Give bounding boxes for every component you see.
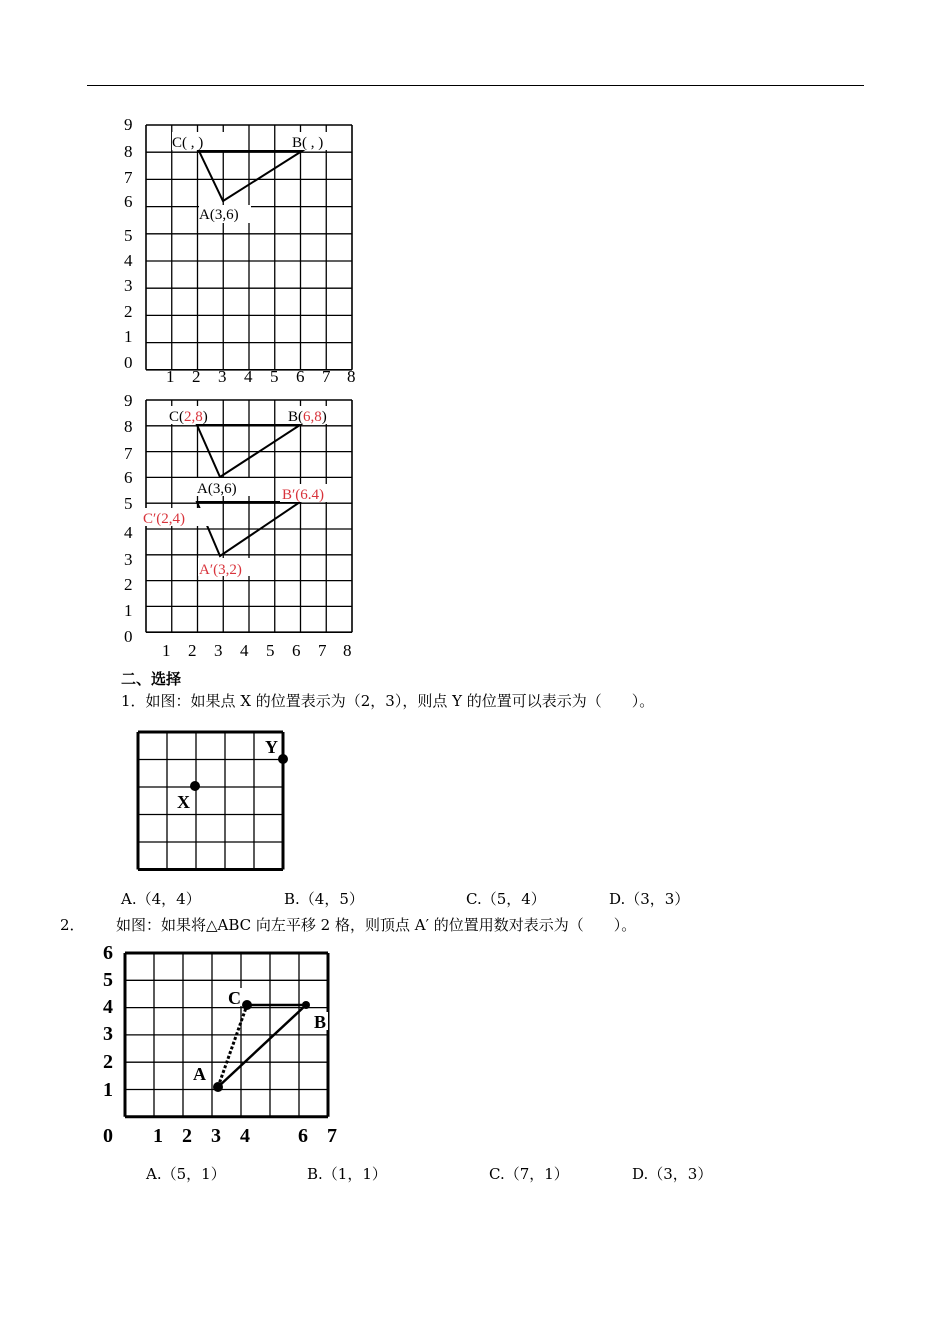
x-tick-2: 2 — [182, 1125, 192, 1147]
x-tick-3: 3 — [214, 641, 223, 660]
x-tick-1: 1 — [166, 367, 175, 386]
q2-option-a[interactable]: A.（5，1） — [146, 1165, 226, 1183]
x-tick-4: 4 — [240, 641, 249, 660]
x-tick-7: 7 — [322, 367, 331, 386]
q1-option-b[interactable]: B.（4，5） — [284, 890, 364, 908]
q2-option-d[interactable]: D.（3，3） — [632, 1165, 713, 1183]
x-tick-7: 7 — [318, 641, 327, 660]
y-tick-3: 3 — [103, 1023, 113, 1045]
question-1 — [121, 694, 654, 709]
x-tick-4: 4 — [244, 367, 253, 386]
y-tick-4: 4 — [124, 523, 133, 542]
y-tick-5: 5 — [124, 494, 133, 513]
x-tick-1: 1 — [162, 641, 171, 660]
x-tick-3: 3 — [218, 367, 227, 386]
y-tick-5: 5 — [124, 226, 133, 245]
point-c-label: C(2,8) — [169, 409, 208, 425]
y-tick-1: 1 — [124, 601, 133, 620]
point-c-label: C( , ) — [172, 135, 204, 151]
x-tick-2: 2 — [188, 641, 197, 660]
x-tick-2: 2 — [192, 367, 201, 386]
figure-grid-1 — [110, 110, 370, 390]
point-x-label: X — [177, 792, 190, 812]
point-b-label: B(6,8) — [288, 409, 327, 425]
question-text: 如图：如果将△ABC 向左平移 2 格，则顶点 A′ 的位置用数对表示为（ ）。 — [116, 916, 637, 934]
triangle-abc — [199, 151, 302, 201]
point-b-label: B( , ) — [292, 135, 324, 151]
point-b-marker — [302, 1001, 310, 1009]
q2-option-c[interactable]: C.（7，1） — [489, 1165, 569, 1183]
y-tick-2: 2 — [124, 575, 133, 594]
point-a-label: A — [193, 1064, 206, 1084]
y-tick-1: 1 — [124, 327, 133, 346]
point-c-label: C — [228, 988, 241, 1008]
grid-lines — [146, 125, 352, 370]
x-tick-6: 6 — [296, 367, 305, 386]
segment-ab — [218, 1005, 306, 1087]
point-y-label: Y — [265, 737, 278, 757]
x-tick-1: 1 — [153, 1125, 163, 1147]
question-number: 1． — [121, 692, 146, 710]
x-tick-7: 7 — [327, 1125, 337, 1147]
section-heading: 二、选择 — [121, 670, 182, 688]
y-tick-7: 7 — [124, 444, 133, 463]
q2-option-b[interactable]: B.（1，1） — [307, 1165, 387, 1183]
y-tick-8: 8 — [124, 142, 133, 161]
header-rule — [87, 85, 864, 86]
y-tick-7: 7 — [124, 168, 133, 187]
figure-q1-grid — [130, 725, 295, 875]
q1-option-a[interactable]: A.（4，4） — [121, 890, 201, 908]
y-tick-3: 3 — [124, 276, 133, 295]
y-tick-0: 0 — [124, 627, 133, 646]
question-number: 2． — [60, 916, 85, 934]
x-tick-6: 6 — [292, 641, 301, 660]
point-b-prime-label: B′(6.4) — [282, 487, 325, 503]
y-tick-9: 9 — [124, 115, 133, 134]
figure-q2-grid — [100, 940, 350, 1150]
point-b-label: B — [314, 1012, 327, 1032]
point-y-marker — [278, 754, 288, 764]
y-axis-ticks — [124, 391, 133, 646]
question-text: 如图：如果点 X 的位置表示为（2，3），则点 Y 的位置可以表示为（ ）。 — [145, 692, 655, 710]
point-x-marker — [190, 781, 200, 791]
x-tick-4: 4 — [240, 1125, 250, 1147]
y-axis-ticks — [124, 115, 133, 372]
grid-lines — [138, 732, 283, 870]
y-tick-4: 4 — [124, 251, 133, 270]
y-tick-6: 6 — [124, 468, 133, 487]
y-tick-5: 5 — [103, 969, 113, 991]
y-tick-0: 0 — [124, 353, 133, 372]
x-tick-8: 8 — [343, 641, 352, 660]
point-a-prime-label: A′(3,2) — [199, 562, 242, 578]
y-tick-6: 6 — [124, 192, 133, 211]
x-tick-5: 5 — [266, 641, 275, 660]
y-tick-0: 0 — [103, 1125, 113, 1147]
figure-grid-2 — [110, 386, 370, 666]
y-tick-4: 4 — [103, 996, 113, 1018]
x-axis-ticks — [162, 641, 352, 660]
x-tick-3: 3 — [211, 1125, 221, 1147]
point-a-label: A(3,6) — [199, 207, 239, 223]
point-a-marker — [213, 1082, 223, 1092]
grid-lines — [125, 953, 328, 1117]
y-tick-8: 8 — [124, 417, 133, 436]
q1-option-d[interactable]: D.（3，3） — [609, 890, 690, 908]
q1-option-c[interactable]: C.（5，4） — [466, 890, 546, 908]
point-c-prime-label: C′(2,4) — [143, 511, 186, 527]
y-tick-2: 2 — [124, 302, 133, 321]
y-tick-6: 6 — [103, 942, 113, 964]
y-axis-ticks — [103, 942, 113, 1147]
question-2 — [60, 918, 636, 933]
x-tick-8: 8 — [347, 367, 356, 386]
y-tick-9: 9 — [124, 391, 133, 410]
x-tick-5: 5 — [270, 367, 279, 386]
point-c-marker — [242, 1000, 252, 1010]
point-a-label: A(3,6) — [197, 481, 237, 497]
y-tick-1: 1 — [103, 1079, 113, 1101]
y-tick-2: 2 — [103, 1051, 113, 1073]
y-tick-3: 3 — [124, 550, 133, 569]
x-axis-ticks — [153, 1125, 337, 1147]
x-tick-6: 6 — [298, 1125, 308, 1147]
